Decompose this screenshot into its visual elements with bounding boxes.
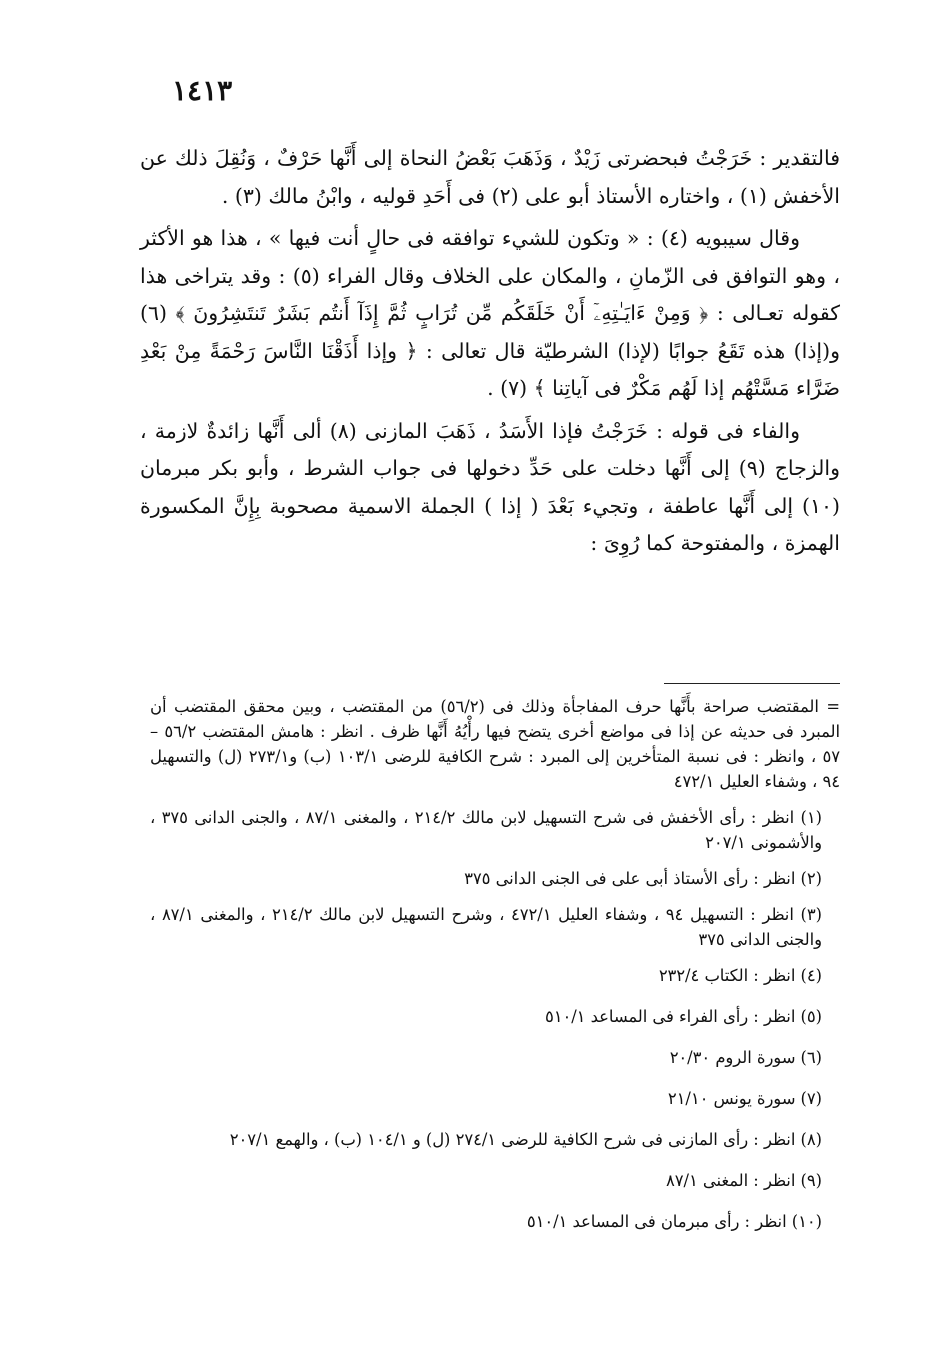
footnote: (٩) انظر : المغنى ٨٧/١ (665, 1171, 822, 1190)
paragraph: فالتقدير : خَرَجْتُ فبحضرتى زَيْدٌ ، وَذَهَبَ بَعْضُ النحاة إلى أَنَّها حَرْفٌ ، وَنُقِلَ ذلك عن الأخفش (١) ، واختاره الأستاذ أبو على (٢) فى أَحَدِ قوليه ، وابْنُ مالك (٣) . (140, 146, 840, 208)
footnote: (٥) انظر : رأى الفراء فى المساعد ٥١٠/١ (544, 1007, 822, 1026)
footnote-continuation: = المقتضب صراحة بأَنَّها حرف المفاجأة وذلك فى (٥٦/٢) من المقتضب ، وبين محقق المقتضب أن المبرد فى حديثه عن إذا فى مواضع أخرى يتضح فيها رأْيُهُ أَنَّها ظرف . انظر : هامش المقتضب ٥٦/٢ – ٥٧ ، وانظر : فى نسبة المتأخرين إلى المبرد : شرح الكافية للرضى ١٠٣/١ (ب) و٢٧٣/١ (ل) والتسهيل ٩٤ ، وشفاء العليل ٤٧٢/١ (150, 697, 840, 791)
footnote-divider (664, 683, 840, 684)
main-text (140, 140, 840, 568)
page-number: ١٤١٣ (172, 74, 233, 107)
paragraph: والفاء فى قوله : خَرَجْتُ فإذا الأَسَدُ ، ذَهَبَ المازنى (٨) ألى أَنَّها زائدةٌ لازمة ، والزجاج (٩) إلى أَنَّها دخلت على حَدِّ دخولها فى جواب الشرط ، وأبو بكر مبرمان (١٠) إلى أَنَّها عاطفة ، وتجيء بَعْدَ ( إذا ) الجملة الاسمية مصحوبة بِإِنَّ المكسورة الهمزة ، والمفتوحة كما رُوِىَ : (140, 418, 840, 555)
footnote: (٦) سورة الروم ٢٠/٣٠ (669, 1048, 822, 1067)
footnote: (٧) سورة يونس ٢١/١٠ (667, 1089, 822, 1108)
footnote: (٣) انظر : التسهيل ٩٤ ، وشفاء العليل ٤٧٢/١ ، وشرح التسهيل لابن مالك ٢١٤/٢ ، والمغنى ٨٧/١ ، والجنى الدانى ٣٧٥ (150, 905, 822, 949)
footnote: (٢) انظر : رأى الأستاذ أبى على فى الجنى الدانى ٣٧٥ (464, 869, 822, 888)
footnote: (١٠) انظر : رأى مبرمان فى المساعد ٥١٠/١ (526, 1212, 822, 1231)
paragraph: وقال سيبويه (٤) : « وتكون للشيء توافقه فى حالٍ أنت فيها » ، هذا هو الأكثر ، وهو التوافق فى الزّمانِ ، والمكان على الخلاف وقال الفراء (٥) : وقد يتراخى هذا كقوله تعـالى : ﴿ وَمِنْ ءَايَـٰتِهِۦٓ أَنْ خَلَقَكُم مِّن تُرَابٍ ثُمَّ إِذَآ أَنتُم بَشَرٌ تَنتَشِرُونَ ﴾ (٦) و(إذا) هذه تَقَعُ جوابًا (لإذا) الشرطيّة قال تعالى : ﴿ وإذا أَذَقْنَا النَّاسَ رَحْمَةً مِنْ بَعْدِ ضَرَّاء مَسَّتْهُم إذا لَهُم مَكْرٌ فى آياتِنا ﴾ (٧) . (140, 226, 840, 400)
footnote: (٨) انظر : رأى المازنى فى شرح الكافية للرضى ٢٧٤/١ (ل) و ١٠٤/١ (ب) ، والهمع ٢٠٧/١ (229, 1130, 822, 1149)
footnote: (٤) انظر : الكتاب ٢٣٢/٤ (658, 966, 822, 985)
footnotes (150, 694, 840, 1250)
footnote: (١) انظر : رأى الأخفش فى شرح التسهيل لابن مالك ٢١٤/٢ ، والمغنى ٨٧/١ ، والجنى الدانى ٣٧٥ ، والأشمونى ٢٠٧/١ (150, 808, 822, 852)
